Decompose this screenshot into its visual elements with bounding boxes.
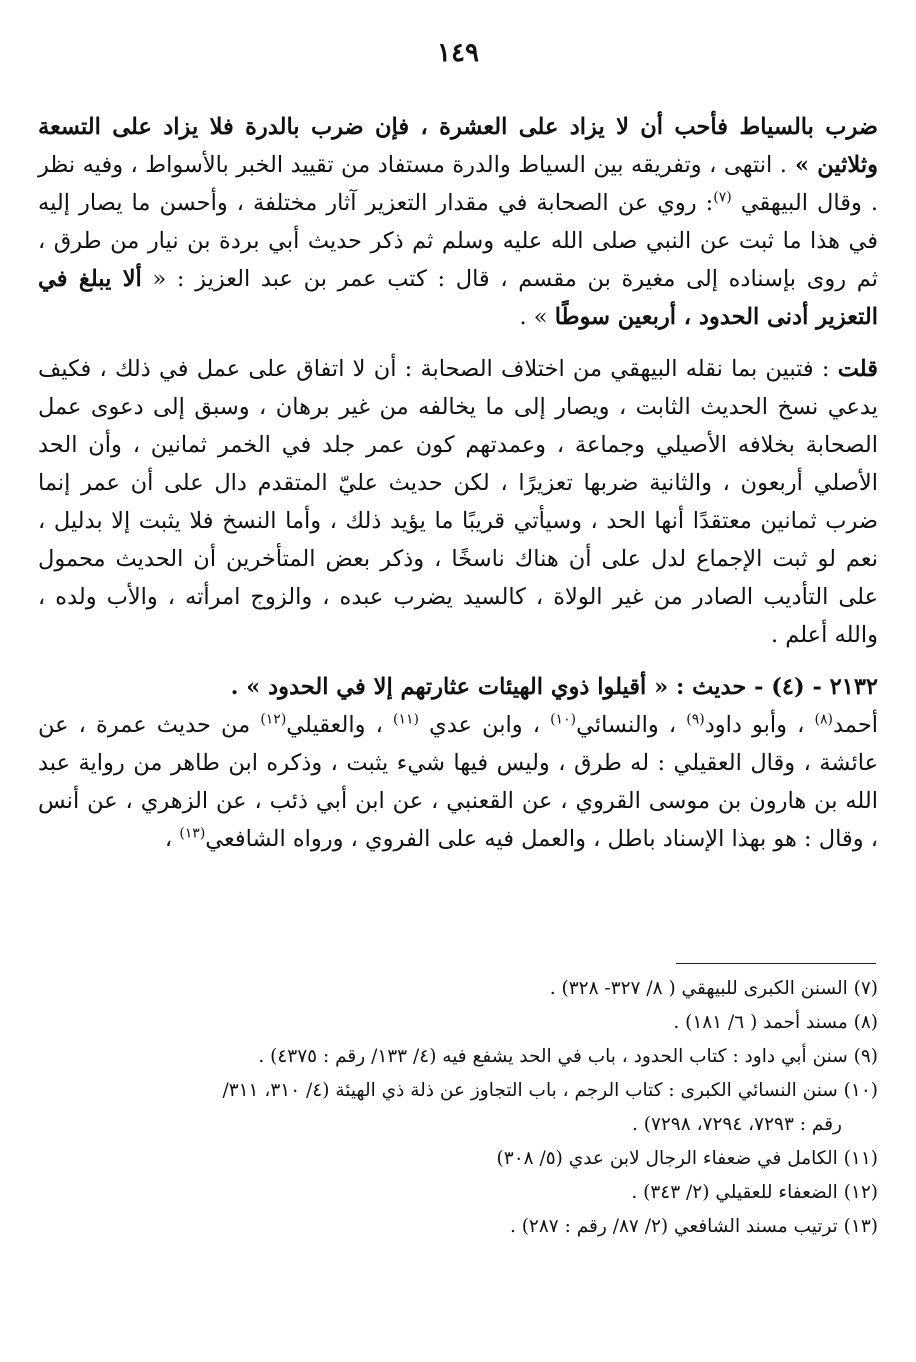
footnote-ref-10[interactable]: (١٠) [550,711,577,728]
text-segment: من حديث عمرة ، عن عائشة ، وقال العقيلي : له طرق ، وليس فيها شيء يثبت ، وذكره ابن طاهر من رواية عبد الله بن هارون بن موسى القروي ، عن القعنبي ، عن ابن أبي ذئب ، عن الزهري ، عن أنس ، وقال : هو بهذا الإسناد باطل ، والعمل فيه على الفروي ، ورواه الشافعي [38,712,878,852]
footnote-divider [676,963,876,964]
hadith-text: أقيلوا ذوي الهيئات عثارتهم إلا في الحدود [268,674,647,700]
paragraph-hadith-2132 [38,668,878,858]
quoted-letter: ألا يبلغ في التعزير أدنى الحدود ، أربعين سوطًا [38,266,878,330]
footnote-10-continued: رقم : ٧٢٩٣، ٧٢٩٤، ٧٢٩٨) . [631,1114,842,1135]
footnotes [38,972,878,1244]
footnote-ref-7[interactable]: (٧) [713,189,732,206]
footnote-ref-13[interactable]: (١٣) [179,825,206,842]
text-segment: » . [519,304,555,330]
text-segment: ، [164,826,180,852]
text-segment: ، وابن عدي [418,712,551,738]
footnote-7: (٧) السنن الكبرى للبيهقي ( ٨/ ٣٢٧- ٣٢٨) . [549,978,878,999]
text-segment: ، والعقيلي [286,712,393,738]
footnote-9: (٩) سنن أبي داود : كتاب الحدود ، باب في الحد يشفع فيه (٤/ ١٣٣/ رقم : ٤٣٧٥) . [258,1046,878,1067]
footnote-ref-9[interactable]: (٩) [686,711,705,728]
text-segment: أحمد [833,712,878,738]
footnote-8: (٨) مسند أحمد ( ٦/ ١٨١) . [673,1012,878,1033]
footnote-ref-12[interactable]: (١٢) [260,711,287,728]
qultu-label: قلت [837,356,878,382]
paragraph-ruling [38,108,878,336]
footnote-ref-11[interactable]: (١١) [393,711,419,728]
paragraph-qultu [38,350,878,654]
page-number: ١٤٩ [437,38,479,68]
text-segment: : فتبين بما نقله البيهقي من اختلاف الصحابة : أن لا اتفاق على عمل في ذلك ، فكيف يدعي نسخ الحديث الثابت ، ويصار إلى ما يخالفه من غير برهان ، وسبق إلى دعوى عمل الصحابة بخلافه الأصيلي وجماعة ، وعمدتهم كون عمر جلد في الخمر ثمانين ، وأن الحد الأصلي أربعون ، والثانية ضربها تعزيرًا ، لكن حديث عليّ المتقدم دال على أن عمر إنما ضرب ثمانين معتقدًا أنها الحد ، وسيأتي قريبًا ما يؤيد ذلك ، وأما النسخ فلا يثبت إلا بدليل ، نعم لو ثبت الإجماع لدل على أن هناك ناسخًا ، وذكر بعض المتأخرين أن الحديث محمول على التأديب الصادر من غير الولاة ، كالسيد يضرب عبده ، والزوج امرأته ، والأب ولده ، والله أعلم . [38,356,878,648]
footnote-13: (١٣) ترتيب مسند الشافعي (٢/ ٨٧/ رقم : ٢٨٧) . [509,1216,878,1237]
footnote-ref-8[interactable]: (٨) [814,711,833,728]
hadith-number: ٢١٣٢ - (٤) - حديث : « [646,674,878,700]
text-segment: ، والنسائي [576,712,687,738]
text-segment: . انتهى ، وتفريقه بين السياط والدرة مستفاد من تقييد الخبر بالأسواط ، وفيه نظر . وقال البيهقي [38,152,878,216]
text-segment: : روي عن الصحابة في مقدار التعزير آثار مختلفة ، وأحسن ما يصار إليه في هذا ما ثبت عن النبي صلى الله عليه وسلم ثم ذكر حديث أبي بردة بن نيار من طرق ، ثم روى بإسناده إلى مغيرة بن مقسم ، قال : كتب عمر بن عبد العزيز : « [38,190,878,292]
quoted-ruling: ضرب بالسياط فأحب أن لا يزاد على العشرة ، فإن ضرب بالدرة فلا يزاد على التسعة وثلاثين » [38,114,878,178]
hadith-end: » . [230,674,269,700]
footnote-11: (١١) الكامل في ضعفاء الرجال لابن عدي (٥/ ٣٠٨) [496,1148,878,1169]
footnote-10: (١٠) سنن النسائي الكبرى : كتاب الرجم ، باب التجاوز عن ذلة ذي الهيئة (٤/ ٣١٠، ٣١١/ [222,1080,878,1101]
text-segment: ، وأبو داود [704,712,815,738]
footnote-12: (١٢) الضعفاء للعقيلي (٢/ ٣٤٣) . [631,1182,878,1203]
main-text [38,108,878,858]
